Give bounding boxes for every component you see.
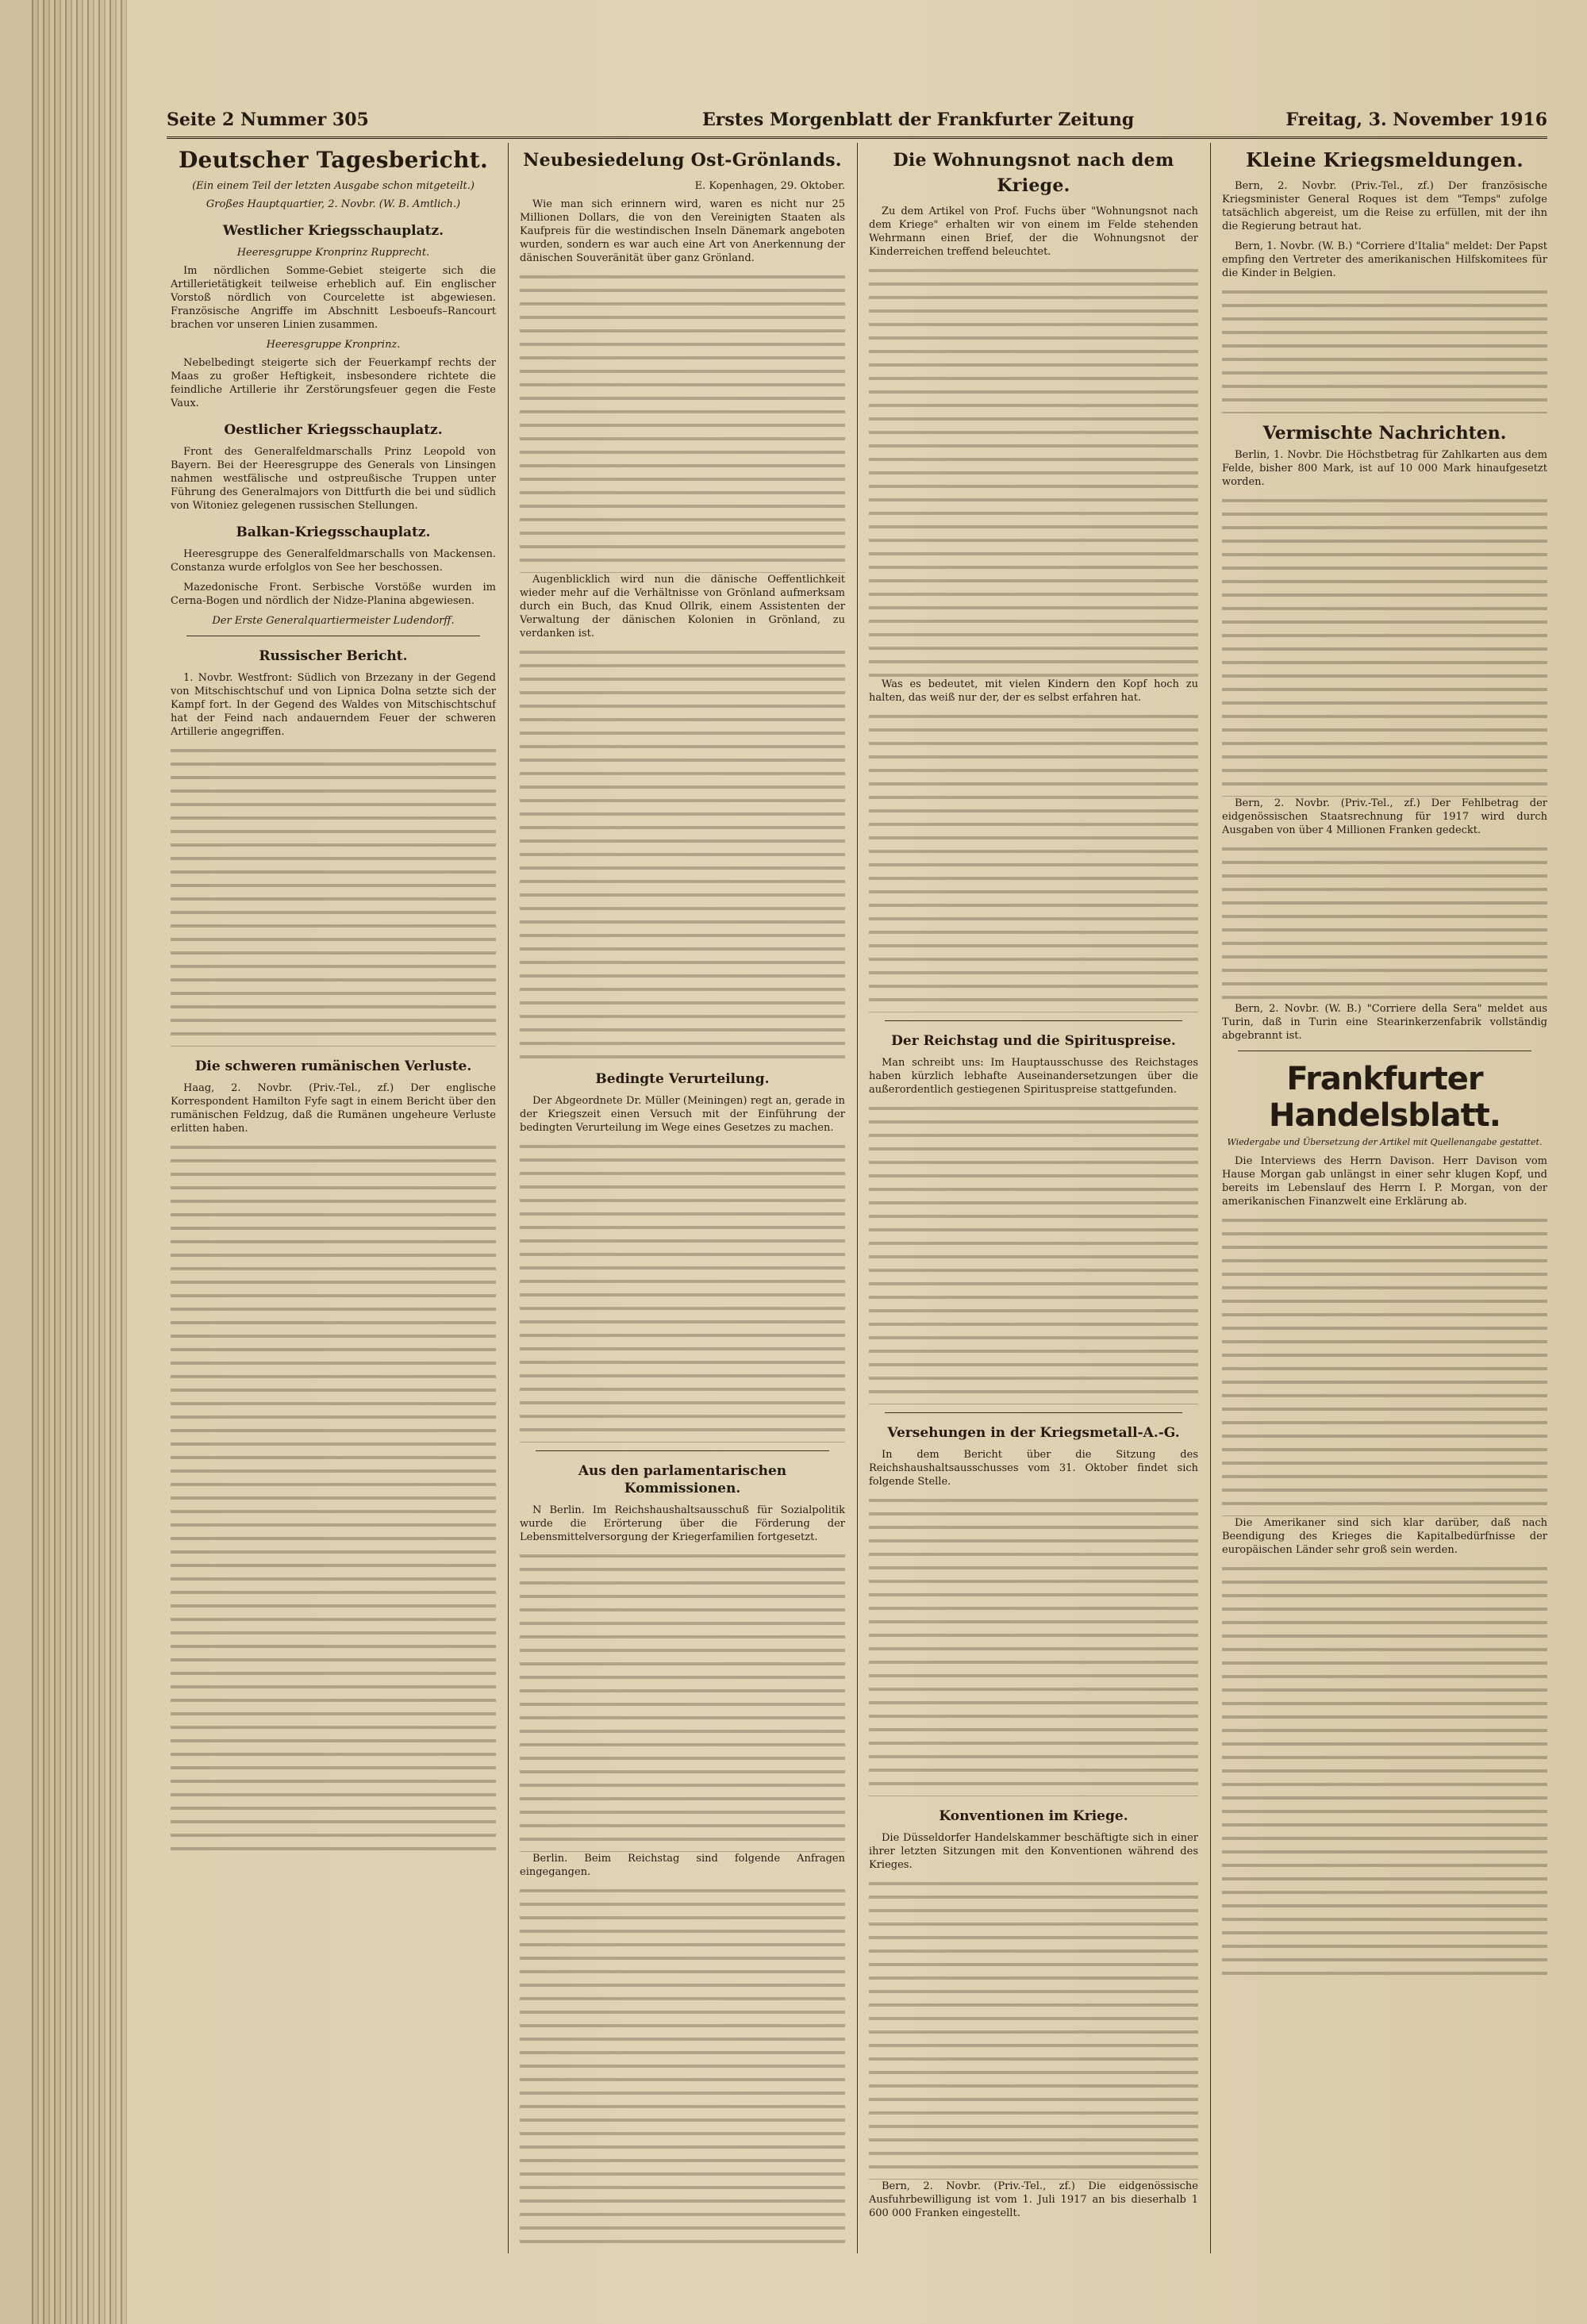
book-binding-edge	[32, 0, 127, 2324]
article-paragraph: Was es bedeutet, mit vielen Kindern den Kopf hoch zu halten, das weiß nur der, der es selbst erfahren hat.	[869, 678, 1198, 704]
subheading: Heeresgruppe Kronprinz Rupprecht.	[236, 247, 430, 259]
article-paragraph: Berlin, 1. Novbr. Die Höchstbetrag für Zahlkarten aus dem Felde, bisher 800 Mark, ist auf 10 000 Mark hinaufgesetzt worden.	[1222, 449, 1547, 488]
subheading: Heeresgruppe Kronprinz.	[266, 339, 401, 351]
article-paragraph: Zu dem Artikel von Prof. Fuchs über "Wohnungsnot nach dem Kriege" erhalten wir von einem im Felde stehenden Wehrmann einen Brief, der die Wohnungsnot der Kinderreichen treffend beleuchtet.	[869, 206, 1198, 258]
section-heading: Russischer Bericht.	[259, 648, 408, 664]
text-block-placeholder	[869, 1878, 1198, 2180]
article-note: (Ein einem Teil der letzten Ausgabe schon mitgeteilt.)	[192, 180, 475, 192]
text-block-placeholder	[520, 1550, 845, 1852]
section-heading: Versehungen in der Kriegsmetall-A.-G.	[887, 1425, 1180, 1441]
text-block-placeholder	[520, 271, 845, 573]
newspaper-title: Erstes Morgenblatt der Frankfurter Zeitung	[702, 109, 1135, 130]
article-paragraph: Die Interviews des Herrn Davison. Herr Davison vom Hause Morgan gab unlängst in einer sehr klugen Kopf, und bereits im Lebenslauf des Herrn I. P. Morgan, von der amerikanischen Finanzwelt eine Erklärung ab.	[1222, 1155, 1547, 1208]
article-paragraph: Heeresgruppe des Generalfeldmarschalls von Mackensen. Constanza wurde erfolglos von See her beschossen.	[171, 548, 496, 574]
signature: Der Erste Generalquartiermeister Ludendorff.	[212, 615, 455, 627]
article-paragraph: Die Amerikaner sind sich klar darüber, daß nach Beendigung des Krieges die Kapitalbedürfnisse der europäischen Länder sehr groß sein werden.	[1222, 1517, 1547, 1556]
section-masthead: Frankfurter Handelsblatt.	[1269, 1061, 1501, 1134]
text-block-placeholder	[1222, 1215, 1547, 1516]
column-groenland	[520, 143, 845, 2253]
article-paragraph: Der Abgeordnete Dr. Müller (Meiningen) regt an, gerade in der Kriegszeit einen Versuch mit der Einführung der bedingten Verurteilung im Wege eines Gesetzes zu machen.	[520, 1095, 845, 1134]
text-block-placeholder	[1222, 1563, 1547, 1976]
section-masthead-note: Wiedergabe und Übersetzung der Artikel mit Quellenangabe gestattet.	[1227, 1137, 1543, 1147]
text-block-placeholder	[869, 265, 1198, 678]
column-wohnungsnot	[869, 143, 1198, 2253]
article-paragraph: Bern, 2. Novbr. (Priv.-Tel., zf.) Die eidgenössische Ausfuhrbewilligung ist vom 1. Juli 1917 an bis dieserhalb 1 600 000 Franken eingestellt.	[869, 2180, 1198, 2219]
article-paragraph: Nebelbedingt steigerte sich der Feuerkampf rechts der Maas zu großer Heftigkeit, insbesondere richtete die feindliche Artillerie ihr Zerstörungsfeuer gegen die Feste Vaux.	[171, 357, 496, 409]
article-paragraph: Bern, 2. Novbr. (W. B.) "Corriere della Sera" meldet aus Turin, daß in Turin eine Stearinkerzenfabrik vollständig abgebrannt ist.	[1222, 1003, 1547, 1042]
text-block-placeholder	[1222, 495, 1547, 797]
masthead	[167, 103, 1547, 139]
article-title: Neubesiedelung Ost-Grönlands.	[523, 150, 842, 171]
article-paragraph: Augenblicklich wird nun die dänische Oeffentlichkeit wieder mehr auf die Verhältnisse von Grönland aufmerksam durch ein Buch, das Knud Ollrik, einem Assistenten der Verwaltung der dänischen Kolonien in Grönland, zu verdanken ist.	[520, 574, 845, 640]
text-block-placeholder	[1222, 286, 1547, 413]
article-paragraph: In dem Bericht über die Sitzung des Reichshaushaltsausschusses vom 31. Oktober findet sich folgende Stelle.	[869, 1449, 1198, 1488]
column-rule	[857, 143, 858, 2253]
text-block-placeholder	[171, 1142, 496, 1856]
article-paragraph: Bern, 2. Novbr. (Priv.-Tel., zf.) Der französische Kriegsminister General Roques ist dem "Temps" zufolge tatsächlich abgereist, um die Reise zu erfüllen, mit der ihn die Regierung betraut hat.	[1222, 180, 1547, 232]
section-heading: Balkan-Kriegsschauplatz.	[236, 524, 431, 540]
page-number: Seite 2 Nummer 305	[167, 109, 369, 130]
column-rule	[508, 143, 509, 2253]
article-dateline: Großes Hauptquartier, 2. Novbr. (W. B. Amtlich.)	[206, 198, 461, 210]
article-paragraph: Im nördlichen Somme-Gebiet steigerte sich die Artillerietätigkeit teilweise erheblich auf. Ein englischer Vorstoß nördlich von Courcelette ist abgewiesen. Französische Angriffe im Abschnitt Lesboeufs–Rancourt brachen vor unseren Linien zusammen.	[171, 265, 496, 331]
article-paragraph: Bern, 2. Novbr. (Priv.-Tel., zf.) Der Fehlbetrag der eidgenössischen Staatsrechnung für 1917 wird durch Ausgaben von über 4 Millionen Franken gedeckt.	[1222, 797, 1547, 836]
section-heading: Vermischte Nachrichten.	[1262, 423, 1507, 444]
article-dateline: E. Kopenhagen, 29. Oktober.	[694, 180, 845, 192]
divider	[885, 1020, 1182, 1021]
text-block-placeholder	[520, 1141, 845, 1442]
article-paragraph: Front des Generalfeldmarschalls Prinz Leopold von Bayern. Bei der Heeresgruppe des Generals von Linsingen nahmen westfälische und ostpreußische Truppen unter Führung des Generalmajors von Dittfurth die bei und südlich von Witoniez gelegenen russischen Stellungen.	[171, 446, 496, 512]
text-block-placeholder	[171, 745, 496, 1047]
text-block-placeholder	[869, 1495, 1198, 1796]
issue-date: Freitag, 3. November 1916	[1285, 109, 1547, 130]
article-paragraph: Man schreibt uns: Im Hauptausschusse des Reichstages haben kürzlich lebhafte Auseinandersetzungen über die außerordentlich gestiegenen Spirituspreise stattgefunden.	[869, 1057, 1198, 1096]
article-title: Kleine Kriegsmeldungen.	[1246, 148, 1524, 171]
article-paragraph: N Berlin. Im Reichshaushaltsausschuß für Sozialpolitik wurde die Erörterung über die Förderung der Lebensmittelversorgung der Kriegerfamilien fortgesetzt.	[520, 1504, 845, 1543]
column-tagesbericht	[171, 143, 496, 2253]
article-title: Deutscher Tagesbericht.	[178, 147, 489, 173]
article-paragraph: Wie man sich erinnern wird, waren es nicht nur 25 Millionen Dollars, die von den Vereinigten Staaten als Kaufpreis für die westindischen Inseln Dänemark angeboten wurden, sondern es war auch eine Art von Anerkennung der dänischen Souveränität über ganz Grönland.	[520, 198, 845, 264]
divider	[536, 1450, 829, 1451]
text-block-placeholder	[520, 647, 845, 1059]
article-title: Die Wohnungsnot nach dem Kriege.	[893, 150, 1174, 196]
article-paragraph: Haag, 2. Novbr. (Priv.-Tel., zf.) Der englische Korrespondent Hamilton Fyfe sagt in einem Bericht über den rumänischen Feldzug, daß die Rumänen ungeheure Verluste erlitten haben.	[171, 1082, 496, 1135]
article-paragraph: Bern, 1. Novbr. (W. B.) "Corriere d'Italia" meldet: Der Papst empfing den Vertreter des amerikanischen Hilfskomitees für die Kinder in Belgien.	[1222, 240, 1547, 279]
divider	[885, 1412, 1182, 1413]
column-kriegsmeldungen	[1222, 143, 1547, 2253]
article-paragraph: Die Düsseldorfer Handelskammer beschäftigte sich in einer ihrer letzten Sitzungen mit den Konventionen während des Krieges.	[869, 1832, 1198, 1871]
article-paragraph: Berlin. Beim Reichstag sind folgende Anfragen eingegangen.	[520, 1853, 845, 1878]
text-block-placeholder	[869, 711, 1198, 1012]
article-paragraph: Mazedonische Front. Serbische Vorstöße wurden im Cerna-Bogen und nördlich der Nidze-Planina abgewiesen.	[171, 582, 496, 607]
text-block-placeholder	[1222, 843, 1547, 1002]
section-heading: Westlicher Kriegsschauplatz.	[222, 223, 444, 239]
section-heading: Oestlicher Kriegsschauplatz.	[224, 422, 443, 438]
section-heading: Aus den parlamentarischen Kommissionen.	[578, 1463, 787, 1496]
article-paragraph: 1. Novbr. Westfront: Südlich von Brzezany in der Gegend von Mitschischtschuf und von Lipnica Dolna setzte sich der Kampf fort. In der Gegend des Waldes von Mitschischtschuf hat der Feind nach andauerndem Feuer der schweren Artillerie angegriffen.	[171, 672, 496, 738]
text-block-placeholder	[520, 1885, 845, 2253]
text-block-placeholder	[869, 1103, 1198, 1404]
section-heading: Die schweren rumänischen Verluste.	[194, 1058, 472, 1074]
section-heading: Der Reichstag und die Spirituspreise.	[891, 1033, 1176, 1049]
section-heading: Bedingte Verurteilung.	[595, 1071, 770, 1087]
column-rule	[1210, 143, 1211, 2253]
section-heading: Konventionen im Kriege.	[939, 1808, 1128, 1824]
